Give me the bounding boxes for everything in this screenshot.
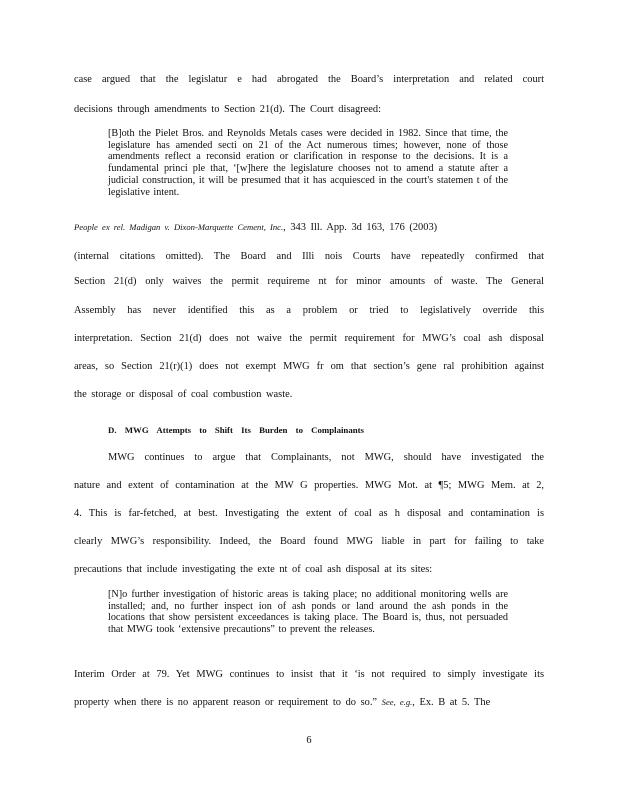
- case-reporter: , 343 Ill. App. 3d 163, 176 (2003): [283, 222, 438, 233]
- page-number: 6: [306, 735, 312, 746]
- case-name: People ex rel. Madigan v. Dixon-Marquette Cement, Inc.: [74, 222, 284, 232]
- block-quote: [N]o further investigation of historic areas is taking place; no additional monitoring wells are installed; and, no further inspect ion of ash ponds or land around the ash ponds in the locations that show persistent exceedances is taking place. The Board is, thus, not persuaded that MWG took ‘extensive precautions” to prevent the releases.: [108, 589, 508, 636]
- paragraph-line: interpretation. Section 21(d) does not waive the permit requirement for MWG’s coal ash disposal: [74, 333, 544, 344]
- paragraph-line: [74, 696, 544, 709]
- paragraph-line: nature and extent of contamination at the MW G properties. MWG Mot. at ¶5; MWG Mem. at 2,: [74, 480, 544, 491]
- paragraph-line: case argued that the legislatur e had abrogated the Board’s interpretation and related court: [74, 74, 544, 85]
- paragraph-line: areas, so Section 21(r)(1) does not exempt MWG fr om that section’s gene ral prohibition against: [74, 361, 544, 372]
- citation-signal: See, e.g.: [381, 697, 413, 707]
- paragraph-line: Interim Order at 79. Yet MWG continues to insist that it ‘is not required to simply investigate its: [74, 669, 544, 680]
- paragraph-line: MWG continues to argue that Complainants, not MWG, should have investigated the: [108, 452, 544, 463]
- paragraph-line: 4. This is far-fetched, at best. Investigating the extent of coal as h disposal and contamination is: [74, 508, 544, 519]
- paragraph-line: Section 21(d) only waives the permit requireme nt for minor amounts of waste. The General: [74, 276, 544, 287]
- citation-line: [74, 221, 544, 234]
- paragraph-line: clearly MWG’s responsibility. Indeed, the Board found MWG liable in part for failing to take: [74, 536, 544, 547]
- paragraph-line: precautions that include investigating the exte nt of coal ash disposal at its sites:: [74, 564, 433, 575]
- line-text: property when there is no apparent reason or requirement to do so.”: [74, 697, 378, 708]
- paragraph-line: Assembly has never identified this as a problem or tried to legislatively override this: [74, 305, 544, 316]
- paragraph-line: the storage or disposal of coal combustion waste.: [74, 389, 293, 400]
- paragraph-line: decisions through amendments to Section 21(d). The Court disagreed:: [74, 104, 381, 115]
- block-quote: [B]oth the Pielet Bros. and Reynolds Metals cases were decided in 1982. Since that time, the legislature has amended secti on 21 of the Act numerous times; however, none of those amendments reflect a reconsid eration or clarification in response to the decisions. It is a fundamental princi ple that, ‘[w]here the legislature chooses not to amend a statute after a judicial construction, it will be presumed that it has acquiesced in the court's statemen t of the legislative intent.: [108, 128, 508, 198]
- section-heading: D. MWG Attempts to Shift Its Burden to Complainants: [108, 425, 364, 435]
- paragraph-line: (internal citations omitted). The Board and Illi nois Courts have repeatedly confirmed that: [74, 251, 544, 262]
- line-text: , Ex. B at 5. The: [412, 697, 491, 708]
